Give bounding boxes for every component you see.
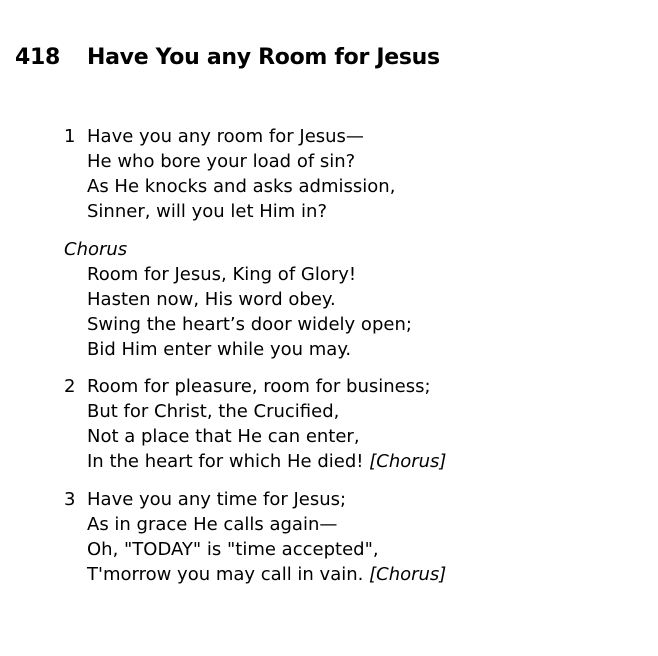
stanza-line-text: Have you any room for Jesus—	[87, 126, 364, 147]
hymn-title: Have You any Room for Jesus	[87, 45, 440, 70]
stanza-line: Oh, "TODAY" is "time accepted",	[87, 538, 379, 560]
chorus-reference: [Chorus]	[369, 451, 447, 472]
stanza-line	[64, 562, 644, 587]
stanza-line: He who bore your load of sin?	[87, 151, 356, 172]
hymn-body	[64, 124, 644, 599]
hymn-number: 418	[15, 45, 61, 70]
chorus	[64, 237, 644, 362]
stanza-line-text: In the heart for which He died!	[87, 451, 364, 472]
stanza-line-text: Room for pleasure, room for business;	[87, 376, 431, 397]
stanza-number: 2	[64, 376, 76, 397]
stanza-line	[64, 449, 644, 474]
stanza-2	[64, 374, 644, 474]
stanza-line	[64, 487, 644, 512]
stanza-number: 3	[64, 488, 76, 510]
hymn-header	[15, 43, 440, 73]
stanza-line	[64, 374, 644, 399]
stanza-line: Sinner, will you let Him in?	[87, 201, 328, 222]
stanza-3	[64, 487, 644, 587]
stanza-line-text: Have you any time for Jesus;	[87, 488, 347, 510]
stanza-line-text: T'morrow you may call in vain.	[87, 563, 364, 585]
stanza-line	[64, 124, 644, 149]
chorus-line: Hasten now, His word obey.	[87, 288, 336, 310]
stanza-line: As He knocks and asks admission,	[87, 176, 396, 197]
chorus-line: Room for Jesus, King of Glory!	[87, 263, 357, 285]
stanza-line: But for Christ, the Crucified,	[87, 401, 340, 422]
stanza-line: As in grace He calls again—	[87, 513, 338, 535]
stanza-number: 1	[64, 126, 76, 147]
stanza-1	[64, 124, 644, 224]
chorus-line: Bid Him enter while you may.	[87, 338, 352, 360]
chorus-reference: [Chorus]	[369, 563, 447, 585]
chorus-line: Swing the heart’s door widely open;	[87, 313, 412, 335]
stanza-line: Not a place that He can enter,	[87, 426, 360, 447]
chorus-label: Chorus	[64, 238, 128, 260]
